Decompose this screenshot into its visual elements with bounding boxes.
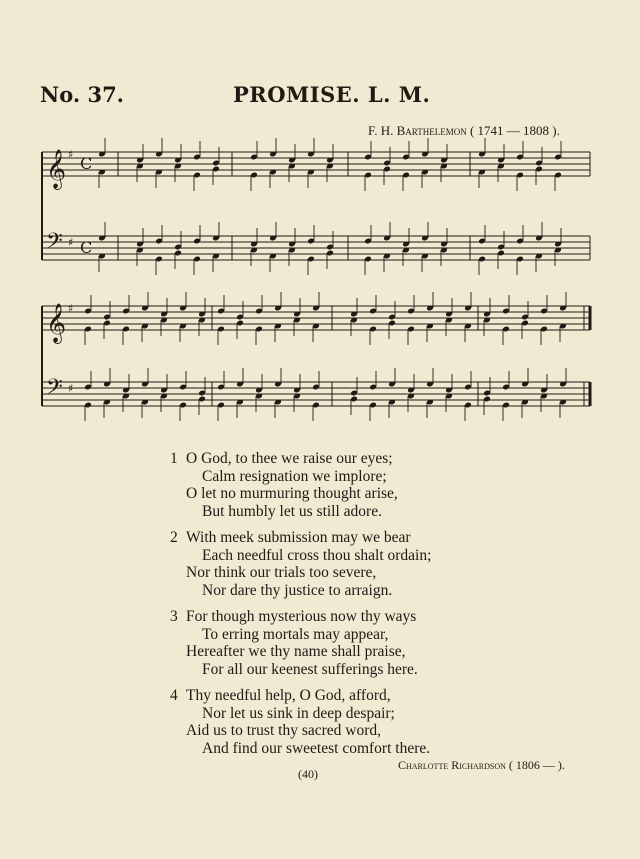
verse-line: 1 O God, to thee we raise our eyes; <box>170 450 393 467</box>
verse-line: Nor think our trials too severe, <box>186 564 377 581</box>
bass-clef-icon: 𝄢 <box>46 375 63 405</box>
verse-line: And find our sweetest comfort there. <box>202 739 431 757</box>
bass-clef-icon: 𝄢 <box>46 229 63 259</box>
verse-3 <box>170 608 418 678</box>
verse-line: Nor dare thy justice to arraign. <box>202 581 393 599</box>
verse-line: But humbly let us still adore. <box>202 502 382 520</box>
lyricist-credit: Charlotte Richardson ( 1806 — ). <box>398 758 565 772</box>
verse-line: 4 Thy needful help, O God, afford, <box>170 687 391 704</box>
time-signature: C <box>80 238 93 257</box>
page-number: (40) <box>298 767 318 781</box>
verse-1 <box>170 450 398 520</box>
hymn-title: PROMISE. L. M. <box>233 82 431 107</box>
sharp-icon: ♯ <box>68 382 74 395</box>
verse-2 <box>170 529 431 599</box>
verse-4 <box>170 687 430 757</box>
composer-credit: F. H. Barthelemon ( 1741 — 1808 ). <box>368 123 560 138</box>
verse-number: 3 <box>170 608 178 625</box>
hymn-number: No. 37. <box>40 82 124 107</box>
verse-number: 2 <box>170 529 178 546</box>
verse-line: To erring mortals may appear, <box>202 625 389 643</box>
time-signature: C <box>80 154 93 173</box>
verse-number: 1 <box>170 450 178 467</box>
verse-line: Calm resignation we implore; <box>202 467 387 485</box>
verse-line: O let no murmuring thought arise, <box>186 485 398 502</box>
verse-line: Each needful cross thou shalt ordain; <box>202 546 432 564</box>
verse-line: For all our keenest sufferings here. <box>202 660 418 678</box>
verse-line: Nor let us sink in deep despair; <box>202 704 395 722</box>
verse-line: Aid us to trust thy sacred word, <box>186 722 382 739</box>
treble-clef-icon: 𝄞 <box>46 149 67 189</box>
verse-number: 4 <box>170 687 178 704</box>
verse-line: Hereafter we thy name shall praise, <box>186 643 406 660</box>
verse-line: 3 For though mysterious now thy ways <box>170 608 417 625</box>
sharp-icon: ♯ <box>68 302 74 315</box>
verse-line: 2 With meek submission may we bear <box>170 529 411 546</box>
sharp-icon: ♯ <box>68 148 74 161</box>
treble-clef-icon: 𝄞 <box>46 303 67 343</box>
sharp-icon: ♯ <box>68 236 74 249</box>
